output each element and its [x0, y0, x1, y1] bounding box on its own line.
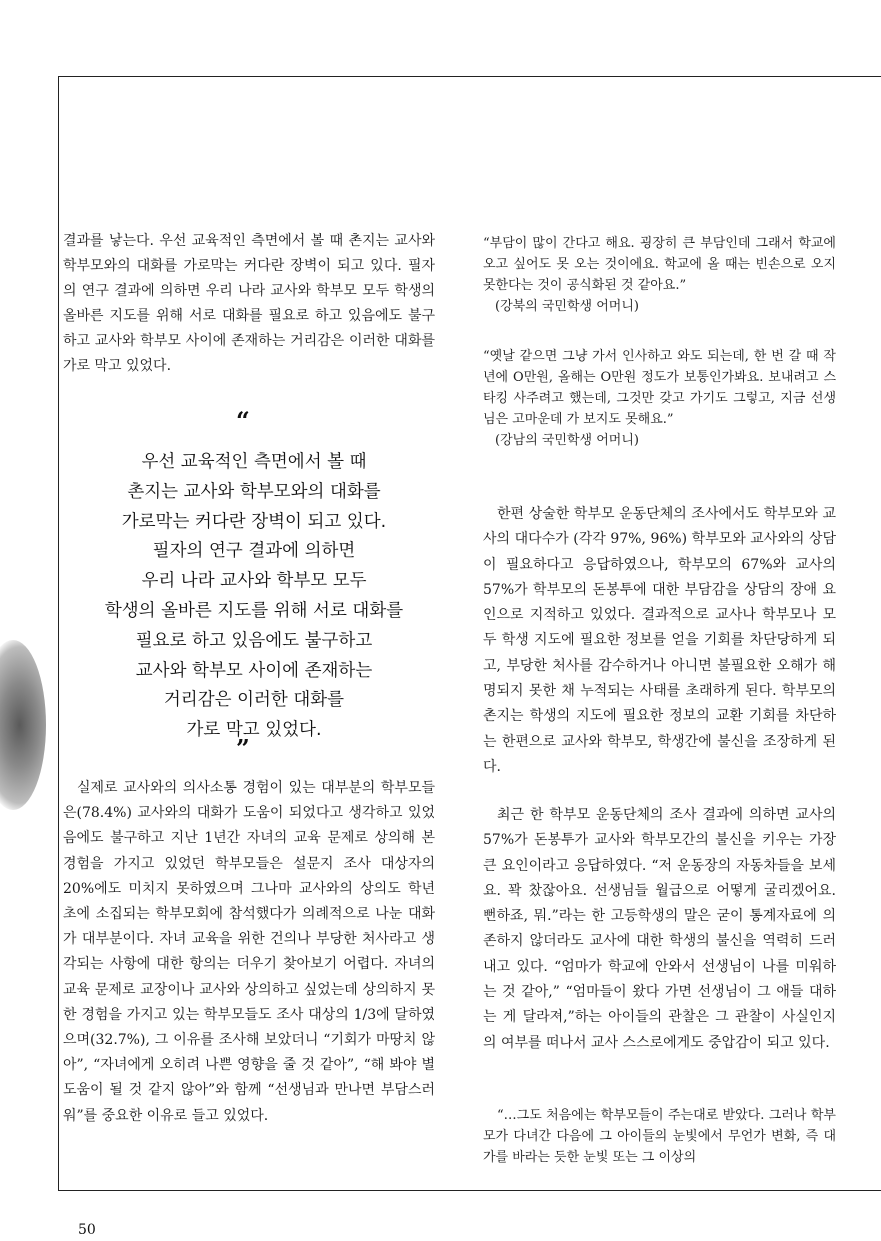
- page-number: 50: [78, 1222, 96, 1238]
- pullquote-line: 가로막는 커다란 장벽이 되고 있다.: [121, 511, 387, 532]
- interview-quote-2: “옛날 같으면 그냥 가서 인사하고 와도 되는데, 한 번 갈 때 작년에 O만원, 올해는 O만원 정도가 보통인가봐요. 보내려고 스타킹 사주려고 했는데, 그것만 갖고 가기도 그렇고, 지금 선생님은 고마운데 가 보지도 못해요.” (강남의 국민학생 어머니): [483, 346, 836, 451]
- body-paragraph: 실제로 교사와의 의사소통 경험이 있는 대부분의 학부모들은(78.4%) 교사와의 대화가 도움이 되었다고 생각하고 있었음에도 불구하고 지난 1년간 자녀의 교육 문제로 상의해 본 경험을 가지고 있었던 학부모들은 설문지 조사 대상자의 20%에도 미치지 못하였으며 그나마 교사와의 상의도 학년 초에 소집되는 학부모회에 참석했다가 의례적으로 나눈 대화가 대부분이다. 자녀 교육을 위한 건의나 부당한 처사라고 생각되는 사항에 대한 항의는 더우기 찾아보기 어렵다. 자녀의 교육 문제로 교장이나 교사와 상의하고 싶었는데 상의하지 못한 경험을 가지고 있는 학부모들도 조사 대상의 1/3에 달하였으며(32.7%), 그 이유를 조사해 보았더니 “기회가 마땅치 않아”, “자녀에게 오히려 나쁜 영향을 줄 것 같아”, “해 봐야 별 도움이 될 것 같지 않아”와 함께 “선생님과 만나면 부담스러워”를 중요한 이유로 들고 있었다.: [63, 780, 435, 1124]
- pullquote-line: 우리 나라 교사와 학부모 모두: [141, 571, 367, 592]
- right-column-body-1: [483, 502, 836, 780]
- quote-source: (강남의 국민학생 어머니): [495, 433, 639, 448]
- left-column-intro: [63, 229, 435, 379]
- body-paragraph: 최근 한 학부모 운동단체의 조사 결과에 의하면 교사의 57%가 돈봉투가 교사와 학부모간의 불신을 키우는 가장 큰 요인이라고 응답하였다. “저 운동장의 자동차들을 보세요. 꽉 찼잖아요. 선생님들 월급으로 어떻게 굴리겠어요. 뻔하죠, 뭐.”라는 한 고등학생의 말은 굳이 통계자료에 의존하지 않더라도 교사에 대한 학생의 불신을 역력히 드러내고 있다. “엄마가 학교에 안와서 선생님이 나를 미워하는 것 같아,” “엄마들이 왔다 가면 선생님이 그 애들 대하는 게 달라져,”하는 아이들의 관찰은 그 관찰이 사실인지의 여부를 떠나서 교사 스스로에게도 중압감이 되고 있다.: [483, 807, 836, 1051]
- frame-left-rule: [58, 76, 59, 1191]
- binding-shadow-image: [0, 640, 46, 810]
- pullquote-line: 가로 막고 있었다.: [186, 720, 322, 741]
- pullquote-open-mark: “: [236, 406, 250, 435]
- frame-top-rule: [58, 76, 881, 77]
- pullquote: [68, 448, 440, 746]
- pullquote-line: 교사와 학부모 사이에 존재하는: [135, 660, 373, 681]
- pullquote-line: 촌지는 교사와 학부모와의 대화를: [127, 481, 381, 502]
- interview-quote-3: “…그도 처음에는 학부모들이 주는대로 받았다. 그러나 학부모가 다녀간 다음에 그 아이들의 눈빛에서 무언가 변화, 즉 대가를 바라는 듯한 눈빛 또는 그 이상의: [483, 1108, 836, 1165]
- frame-bottom-rule: [58, 1190, 881, 1191]
- right-column-body-2: [483, 803, 836, 1056]
- pullquote-line: 필자의 연구 결과에 의하면: [152, 541, 356, 562]
- pullquote-line: 거리감은 이러한 대화를: [163, 690, 345, 711]
- body-paragraph: 한편 상술한 학부모 운동단체의 조사에서도 학부모와 교사의 대다수가 (각각 97%, 96%) 학부모와 교사와의 상담이 필요하다고 응답하였으나, 학부모의 67%와 교사의 57%가 학부모의 돈봉투에 대한 부담감을 상담의 장애 요인으로 지적하고 있었다. 결과적으로 교사나 학부모나 모두 학생 지도에 필요한 정보를 얻을 기회를 차단당하게 되고, 부당한 처사를 감수하거나 아니면 불필요한 오해가 해명되지 못한 채 누적되는 사태를 초래하게 된다. 학부모의 촌지는 학생의 지도에 필요한 정보의 교환 기회를 차단하는 한편으로 교사와 학부모, 학생간에 불신을 조장하게 된다.: [483, 506, 836, 775]
- left-column-body: [63, 776, 435, 1129]
- quote-source: (강북의 국민학생 어머니): [495, 299, 639, 314]
- intro-paragraph: 결과를 낳는다. 우선 교육적인 측면에서 볼 때 촌지는 교사와 학부모와의 대화를 가로막는 커다란 장벽이 되고 있다. 필자의 연구 결과에 의하면 우리 나라 교사와 학부모 모두 학생의 올바른 지도를 위해 서로 대화를 필요로 하고 있음에도 불구하고 교사와 학부모 사이에 존재하는 거리감은 이러한 대화를 가로 막고 있었다.: [63, 233, 435, 374]
- pullquote-line: 학생의 올바른 지도를 위해 서로 대화를: [104, 600, 404, 621]
- interview-quote-1: “부담이 많이 간다고 해요. 굉장히 큰 부담인데 그래서 학교에 오고 싶어도 못 오는 것이에요. 학교에 올 때는 빈손으로 오지 못한다는 것이 공식화된 것 같아요.” (강북의 국민학생 어머니): [483, 233, 836, 317]
- pullquote-close-mark: ”: [236, 734, 250, 763]
- pullquote-line: 우선 교육적인 측면에서 볼 때: [141, 452, 367, 472]
- pullquote-line: 필요로 하고 있음에도 불구하고: [135, 630, 373, 651]
